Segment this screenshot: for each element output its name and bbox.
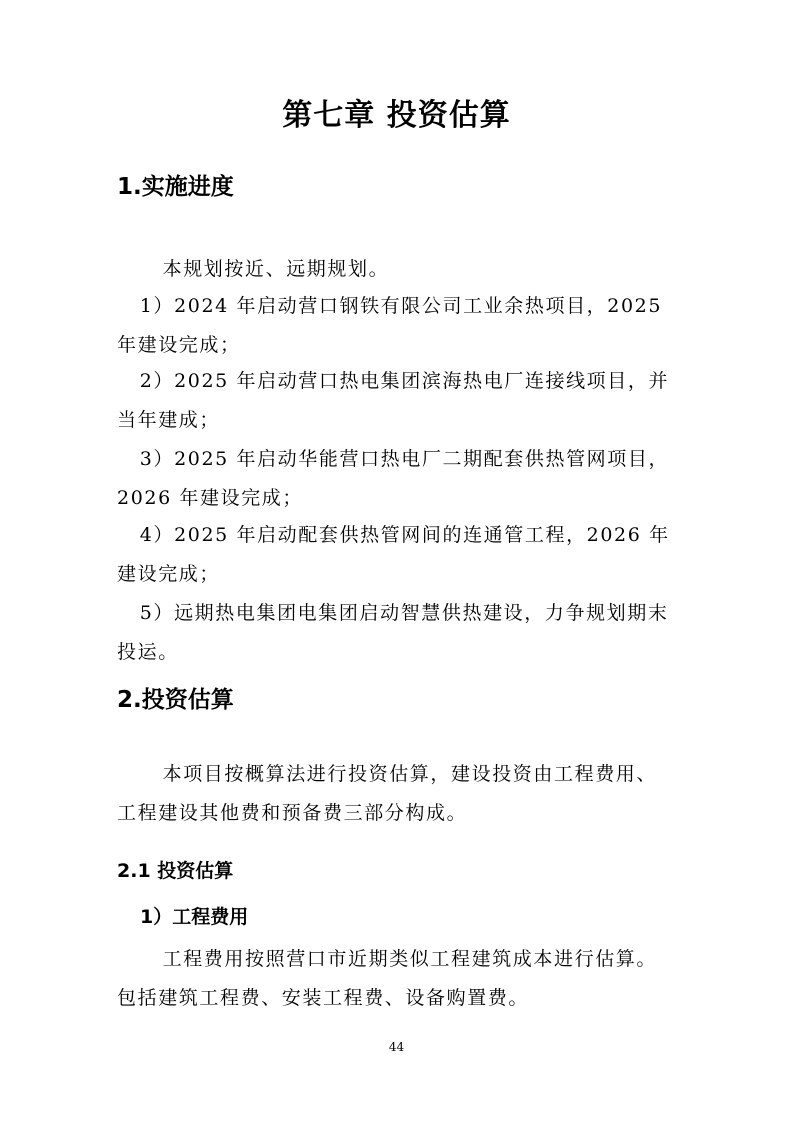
subsubsection-heading-engineering-cost: 1）工程费用 [140,906,249,928]
list-item-2: 2）2025 年启动营口热电集团滨海热电厂连接线项目，并当年建成； [117,370,670,431]
list-item-4: 4）2025 年启动配套供热管网间的连通管工程，2026 年建设完成； [117,524,670,585]
section-heading-implementation-schedule: 1.实施进度 [117,174,234,200]
section-heading-investment-estimate: 2.投资估算 [117,687,234,713]
paragraph-engineering-cost: 工程费用按照营口市近期类似工程建筑成本进行估算。包括建筑工程费、安装工程费、设备购置费。 [117,948,657,1009]
page-number: 44 [388,1040,405,1054]
list-item-3: 3）2025 年启动华能营口热电厂二期配套供热管网项目，2026 年建设完成； [117,448,670,509]
list-item-1: 1）2024 年启动营口钢铁有限公司工业余热项目，2025 年建设完成； [117,295,663,356]
page-title: 第七章 投资估算 [282,98,511,133]
paragraph-investment-intro: 本项目按概算法进行投资估算，建设投资由工程费用、工程建设其他费和预备费三部分构成。 [117,763,657,824]
subsection-heading-2-1: 2.1 投资估算 [117,860,234,882]
list-item-5: 5）远期热电集团电集团启动智慧供热建设，力争规划期末投运。 [117,602,669,663]
paragraph-plan-intro: 本规划按近、远期规划。 [162,258,390,280]
